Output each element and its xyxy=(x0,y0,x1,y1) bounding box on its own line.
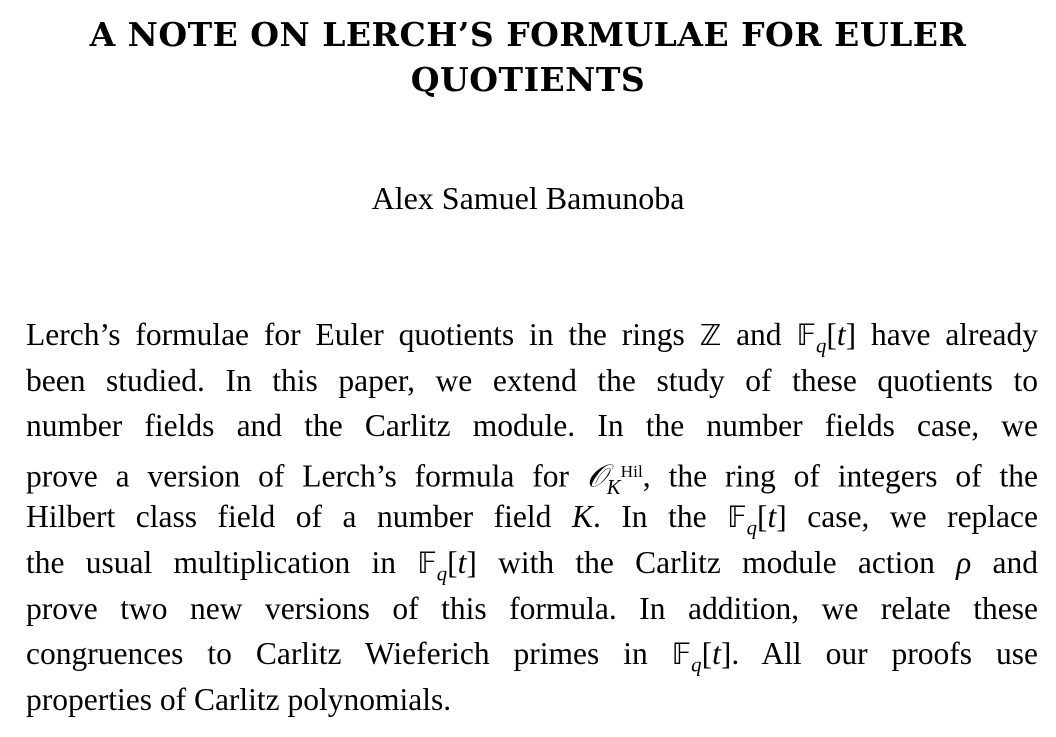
abstract-text: [ xyxy=(756,499,768,535)
abstract-line xyxy=(26,449,1038,499)
math-symbol: t xyxy=(836,317,846,352)
math-symbol: t xyxy=(712,636,721,672)
abstract-line xyxy=(26,403,1038,449)
math-symbol: t xyxy=(457,544,467,580)
paper-title xyxy=(0,12,1056,102)
abstract-text: prove two new versions of this formula. In addition, we relate these xyxy=(26,590,1038,626)
abstract-line xyxy=(26,358,1038,404)
math-symbol: ρ xyxy=(956,544,972,580)
math-symbol: K xyxy=(571,499,593,535)
math-symbol: 𝔽 xyxy=(796,318,816,352)
abstract-line xyxy=(26,586,1038,632)
math-symbol: 𝒪 xyxy=(586,458,607,495)
abstract-line xyxy=(26,631,1038,677)
abstract-text: [ xyxy=(826,317,837,352)
abstract-text: [ xyxy=(447,544,458,580)
abstract-text: number fields and the Carlitz module. In the number fields case, we xyxy=(26,408,1038,444)
abstract-text: and xyxy=(721,317,797,352)
abstract-text: , the ring of integers of the xyxy=(642,458,1038,494)
abstract-line xyxy=(26,494,1038,540)
abstract-text: congruences to Carlitz Wieferich primes in xyxy=(26,636,672,672)
abstract-text: ]. All our proofs use xyxy=(720,636,1038,672)
abstract-line xyxy=(26,540,1038,586)
math-symbol: K xyxy=(606,475,621,499)
math-symbol: 𝔽 xyxy=(417,545,437,580)
abstract-text: ] with the Carlitz module action xyxy=(466,544,957,580)
math-symbol: q xyxy=(746,516,757,540)
abstract-text: . In the xyxy=(592,499,728,535)
math-symbol: 𝔽 xyxy=(671,637,692,672)
abstract-text: been studied. In this paper, we extend the study of these quotients to xyxy=(26,362,1038,398)
math-symbol: q xyxy=(815,334,827,358)
math-symbol: ℤ xyxy=(699,318,722,352)
paper-author: Alex Samuel Bamunoba xyxy=(371,180,685,216)
abstract-line xyxy=(26,677,1038,723)
abstract-text: [ xyxy=(701,636,713,672)
abstract-text: Hilbert class field of a number field xyxy=(26,499,572,535)
abstract-text: ] case, we replace xyxy=(776,499,1038,535)
math-symbol: q xyxy=(691,653,702,677)
abstract-text: ] have already xyxy=(845,317,1039,352)
abstract-text: the usual multiplication in xyxy=(26,544,418,580)
abstract-text: Lerch’s formulae for Euler quotients in the rings xyxy=(26,317,700,352)
abstract-text: prove a version of Lerch’s formula for xyxy=(26,458,587,494)
abstract-line xyxy=(26,312,1038,358)
paper-title-line-1: A NOTE ON LERCH’S FORMULAE FOR EULER xyxy=(89,15,967,54)
math-symbol: Hil xyxy=(620,461,643,481)
math-symbol: q xyxy=(436,562,448,586)
math-symbol: 𝔽 xyxy=(727,500,747,535)
abstract-text: and xyxy=(971,544,1038,580)
math-symbol: t xyxy=(767,499,777,535)
abstract-paragraph xyxy=(26,312,1038,722)
abstract-text: properties of Carlitz polynomials. xyxy=(26,681,452,717)
paper-title-line-2: QUOTIENTS xyxy=(410,60,646,99)
